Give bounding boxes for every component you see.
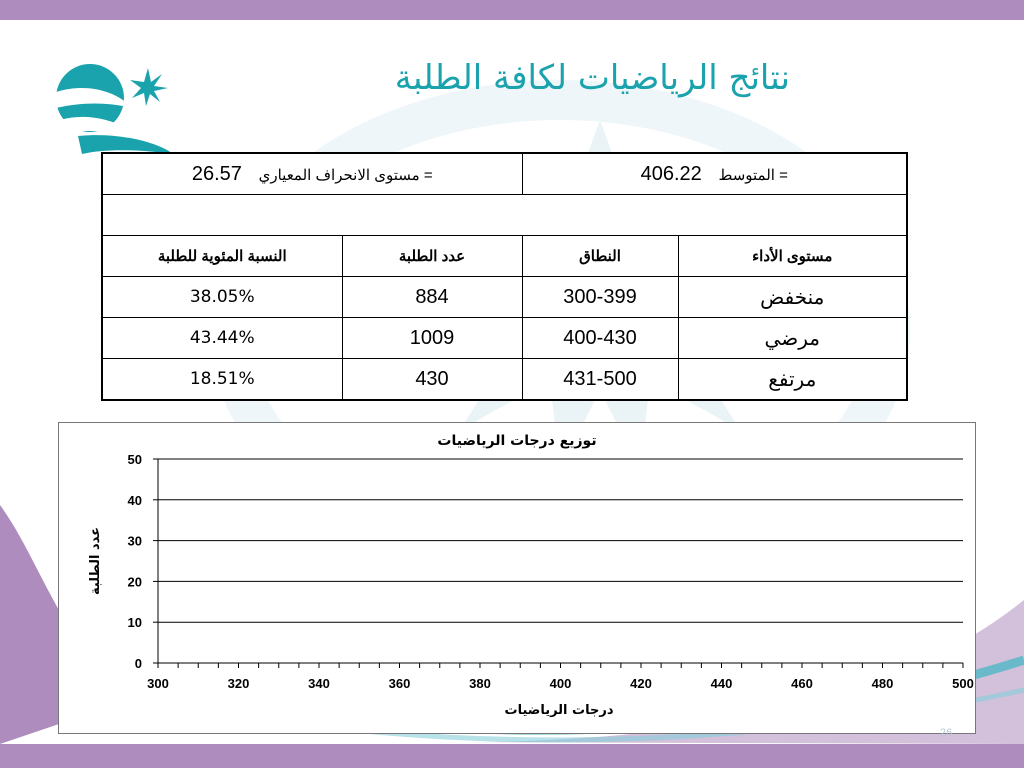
x-tick-label: 400 [549,676,572,691]
x-tick-label: 340 [308,676,330,691]
x-tick-label: 300 [147,676,169,691]
level-cell: مرتفع [678,359,907,401]
empty-cell [102,195,907,236]
header-row [102,236,907,277]
slide-title: نتائج الرياضيات لكافة الطلبة [394,58,790,98]
header-range: النطاق [522,236,678,277]
y-tick-label: 40 [127,492,142,508]
y-axis-label: عدد الطلبة [88,526,103,596]
x-tick-label: 500 [952,676,974,691]
percent-cell: 18.51% [102,359,342,401]
range-cell: 400-430 [522,318,678,359]
x-axis-label: درجات الرياضيات [504,703,614,718]
std-label: مستوى الانحراف المعياري = [258,166,433,184]
x-tick-label: 360 [388,676,411,691]
x-tick-label: 420 [630,676,652,691]
x-tick-label: 380 [469,676,491,691]
slide-number: 26 [940,727,953,739]
summary-row [102,153,907,195]
results-table [101,152,908,401]
y-tick-label: 10 [127,615,142,631]
x-tick-label: 460 [791,676,813,691]
y-tick-label: 0 [134,656,142,671]
y-tick-label: 30 [127,533,142,549]
count-cell: 430 [342,359,522,401]
count-cell: 1009 [342,318,522,359]
mean-cell [522,153,907,195]
chart-container [58,422,976,734]
header-count: عدد الطلبة [342,236,522,277]
std-value: 26.57 [191,162,242,185]
range-cell: 300-399 [522,277,678,318]
percent-cell: 43.44% [102,318,342,359]
distribution-chart [59,423,975,733]
level-cell: مرضي [678,318,907,359]
empty-row [102,195,907,236]
count-cell: 884 [342,277,522,318]
std-deviation-cell [102,153,522,195]
mean-value: 406.22 [640,162,702,185]
x-tick-label: 320 [227,676,250,691]
table-row [102,359,907,401]
x-tick-label: 440 [710,676,733,691]
range-cell: 431-500 [522,359,678,401]
y-tick-label: 50 [127,452,142,467]
mean-label: المتوسط = [718,166,788,184]
percent-cell: 38.05% [102,277,342,318]
x-tick-label: 480 [871,676,894,691]
logo-icon [48,62,180,158]
header-level: مستوى الأداء [678,236,907,277]
table-row [102,318,907,359]
level-cell: منخفض [678,277,907,318]
chart-title: توزيع درجات الرياضيات [437,433,597,449]
bottom-color-band [0,744,1024,768]
header-percent: النسبة المئوية للطلبة [102,236,342,277]
y-tick-label: 20 [127,574,142,590]
table-row [102,277,907,318]
